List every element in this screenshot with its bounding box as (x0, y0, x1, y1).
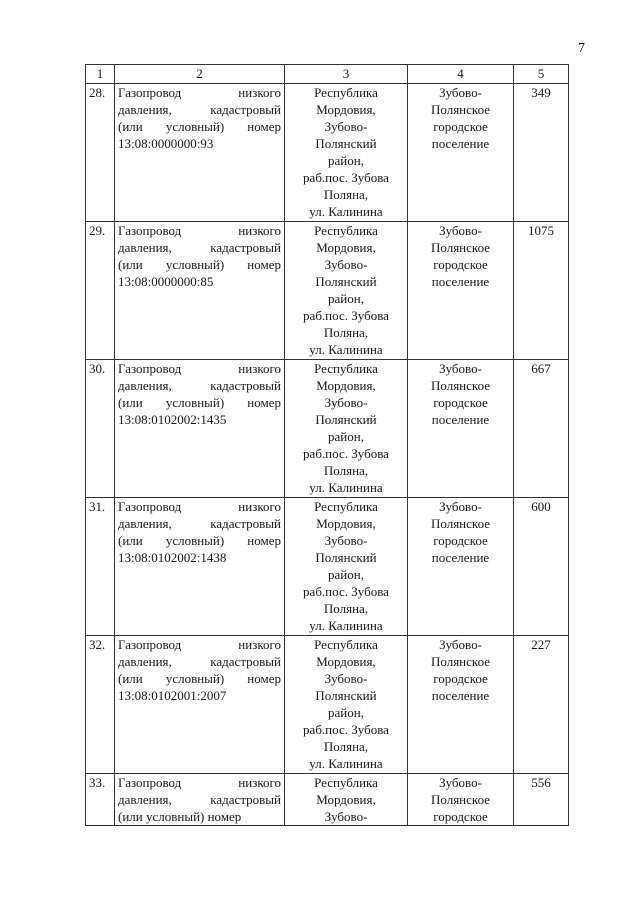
table-row (86, 774, 569, 826)
settlement-line: поселение (431, 688, 490, 703)
length-value: 556 (514, 774, 569, 826)
address-line: район, (328, 429, 364, 444)
description-line: давления, кадастровый (118, 654, 281, 669)
description-line: (или условный) номер (118, 395, 281, 410)
settlement-line: городское (433, 119, 488, 134)
row-number: 33. (86, 774, 115, 826)
settlement-line: Зубово- (439, 361, 482, 376)
object-description (115, 360, 285, 498)
address-line: Мордовия, (316, 378, 376, 393)
settlement-line: городское (433, 395, 488, 410)
length-value: 1075 (514, 222, 569, 360)
description-line: Газопровод низкого (118, 223, 281, 238)
description-line: (или условный) номер (118, 533, 281, 548)
address-line: Мордовия, (316, 102, 376, 117)
length-value: 600 (514, 498, 569, 636)
settlement-line: Полянское (431, 240, 490, 255)
object-description (115, 222, 285, 360)
address-line: Республика (314, 499, 378, 514)
object-description (115, 498, 285, 636)
settlement-line: городское (433, 671, 488, 686)
table-row (86, 636, 569, 774)
description-line: (или условный) номер (118, 809, 242, 824)
description-line: давления, кадастровый (118, 516, 281, 531)
row-number: 30. (86, 360, 115, 498)
table-row (86, 222, 569, 360)
settlement-line: городское (433, 533, 488, 548)
address-line: ул. Калинина (309, 342, 383, 357)
settlement-line: поселение (431, 274, 490, 289)
address-line: Мордовия, (316, 654, 376, 669)
settlement-line: Полянское (431, 378, 490, 393)
page-number: 7 (578, 41, 585, 56)
address-line: район, (328, 705, 364, 720)
object-address (285, 498, 408, 636)
table-row (86, 360, 569, 498)
description-line: Газопровод низкого (118, 499, 281, 514)
settlement-line: Полянское (431, 654, 490, 669)
object-description (115, 774, 285, 826)
settlement-line: Зубово- (439, 499, 482, 514)
description-line: (или условный) номер (118, 257, 281, 272)
description-line: (или условный) номер (118, 671, 281, 686)
address-line: район, (328, 291, 364, 306)
header-cell-3: 3 (285, 65, 408, 84)
description-line: Газопровод низкого (118, 637, 281, 652)
address-line: Поляна, (323, 739, 369, 754)
settlement-name (408, 498, 514, 636)
header-row (86, 65, 569, 84)
address-line: ул. Калинина (309, 618, 383, 633)
address-line: Мордовия, (316, 792, 376, 807)
address-line: район, (328, 153, 364, 168)
header-cell-5: 5 (514, 65, 569, 84)
settlement-line: городское (433, 257, 488, 272)
settlement-name (408, 774, 514, 826)
address-line: Полянский (315, 688, 377, 703)
address-line: Поляна, (323, 601, 369, 616)
address-line: ул. Калинина (309, 480, 383, 495)
address-line: Поляна, (323, 187, 369, 202)
object-address (285, 222, 408, 360)
settlement-line: поселение (431, 412, 490, 427)
description-line: (или условный) номер (118, 119, 281, 134)
settlement-line: поселение (431, 550, 490, 565)
table-body (86, 84, 569, 826)
description-line: 13:08:0102002:1435 (118, 412, 227, 427)
description-line: давления, кадастровый (118, 792, 281, 807)
address-line: ул. Калинина (309, 204, 383, 219)
settlement-line: Зубово- (439, 637, 482, 652)
address-line: Республика (314, 361, 378, 376)
settlement-name (408, 222, 514, 360)
description-line: Газопровод низкого (118, 775, 281, 790)
description-line: Газопровод низкого (118, 361, 281, 376)
settlement-line: Зубово- (439, 85, 482, 100)
address-line: Мордовия, (316, 516, 376, 531)
address-line: Полянский (315, 550, 377, 565)
address-line: район, (328, 567, 364, 582)
address-line: Мордовия, (316, 240, 376, 255)
address-line: раб.пос. Зубова (303, 584, 389, 599)
length-value: 227 (514, 636, 569, 774)
description-line: 13:08:0000000:85 (118, 274, 214, 289)
object-description (115, 636, 285, 774)
table-row (86, 84, 569, 222)
address-line: Республика (314, 775, 378, 790)
settlement-name (408, 636, 514, 774)
table-row (86, 498, 569, 636)
address-line: раб.пос. Зубова (303, 446, 389, 461)
settlement-line: Зубово- (439, 223, 482, 238)
row-number: 28. (86, 84, 115, 222)
description-line: 13:08:0000000:93 (118, 136, 214, 151)
settlement-line: Зубово- (439, 775, 482, 790)
address-line: Республика (314, 223, 378, 238)
description-line: давления, кадастровый (118, 240, 281, 255)
description-line: 13:08:0102002:1438 (118, 550, 227, 565)
address-line: Зубово- (324, 533, 368, 548)
description-line: 13:08:0102001:2007 (118, 688, 227, 703)
registry-table (85, 64, 569, 826)
settlement-line: Полянское (431, 516, 490, 531)
address-line: Республика (314, 637, 378, 652)
header-cell-1: 1 (86, 65, 115, 84)
address-line: ул. Калинина (309, 756, 383, 771)
header-cell-4: 4 (408, 65, 514, 84)
address-line: Зубово- (324, 809, 368, 824)
length-value: 667 (514, 360, 569, 498)
row-number: 31. (86, 498, 115, 636)
address-line: Республика (314, 85, 378, 100)
address-line: Поляна, (323, 463, 369, 478)
settlement-line: Полянское (431, 792, 490, 807)
description-line: давления, кадастровый (118, 102, 281, 117)
address-line: Полянский (315, 274, 377, 289)
settlement-line: Полянское (431, 102, 490, 117)
address-line: Зубово- (324, 671, 368, 686)
object-address (285, 636, 408, 774)
address-line: раб.пос. Зубова (303, 308, 389, 323)
description-line: Газопровод низкого (118, 85, 281, 100)
object-description (115, 84, 285, 222)
object-address (285, 84, 408, 222)
object-address (285, 774, 408, 826)
settlement-name (408, 360, 514, 498)
address-line: раб.пос. Зубова (303, 722, 389, 737)
settlement-name (408, 84, 514, 222)
address-line: Зубово- (324, 257, 368, 272)
address-line: Зубово- (324, 119, 368, 134)
address-line: Поляна, (323, 325, 369, 340)
settlement-line: городское (433, 809, 488, 824)
address-line: раб.пос. Зубова (303, 170, 389, 185)
description-line: давления, кадастровый (118, 378, 281, 393)
address-line: Зубово- (324, 395, 368, 410)
row-number: 29. (86, 222, 115, 360)
header-cell-2: 2 (115, 65, 285, 84)
settlement-line: поселение (431, 136, 490, 151)
object-address (285, 360, 408, 498)
address-line: Полянский (315, 412, 377, 427)
row-number: 32. (86, 636, 115, 774)
address-line: Полянский (315, 136, 377, 151)
length-value: 349 (514, 84, 569, 222)
